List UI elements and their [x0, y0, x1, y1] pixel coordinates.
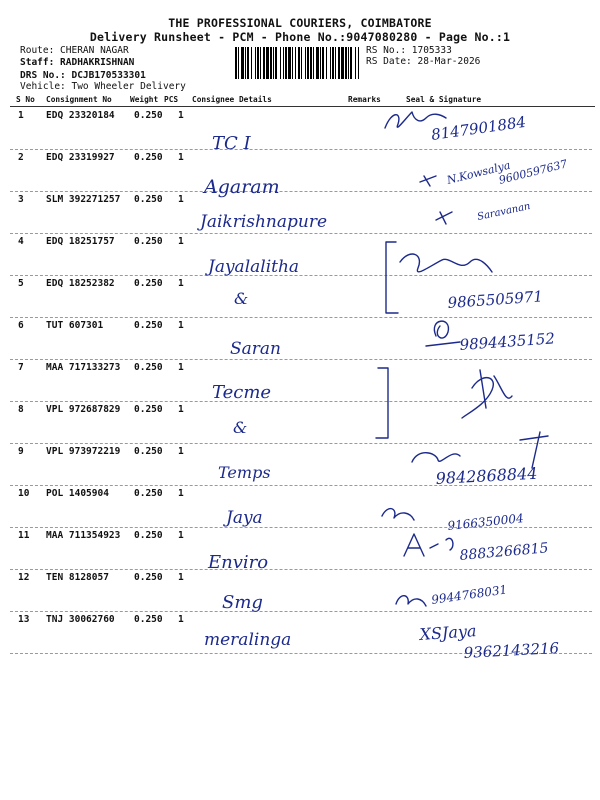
row-sno: 8 — [18, 404, 24, 415]
row-pcs: 1 — [178, 278, 184, 289]
row-consignment-no: EDQ 23319927 — [46, 152, 115, 163]
col-header-seal: Seal & Signature — [406, 95, 482, 104]
handwritten-phone: 8883266815 — [458, 540, 550, 564]
row-sno: 7 — [18, 362, 24, 373]
row-pcs: 1 — [178, 404, 184, 415]
row-weight: 0.250 — [134, 362, 163, 373]
row-sno: 3 — [18, 194, 24, 205]
row-sno: 10 — [18, 488, 30, 499]
handwritten-phone: 9600597637 — [497, 157, 569, 187]
row-consignment-no: EDQ 18252382 — [46, 278, 115, 289]
row-sno: 6 — [18, 320, 24, 331]
row-weight: 0.250 — [134, 530, 163, 541]
row-consignment-no: TUT 607301 — [46, 320, 104, 331]
row-consignment-no: VPL 972687829 — [46, 404, 121, 415]
row-pcs: 1 — [178, 362, 184, 373]
row-pcs: 1 — [178, 572, 184, 583]
row-pcs: 1 — [178, 530, 184, 541]
row-sno: 4 — [18, 236, 24, 247]
row-weight: 0.250 — [134, 320, 163, 331]
col-header-pcs: PCS — [164, 95, 179, 104]
col-header-sno: S No — [16, 95, 35, 104]
row-pcs: 1 — [178, 194, 184, 205]
row-pcs: 1 — [178, 152, 184, 163]
row-weight: 0.250 — [134, 572, 163, 583]
row-weight: 0.250 — [134, 488, 163, 499]
row-consignment-no: MAA 711354923 — [46, 530, 121, 541]
col-header-consignee: Consignee Details — [192, 95, 272, 104]
row-weight: 0.250 — [134, 614, 163, 625]
table-row — [0, 108, 600, 150]
handwritten-phone: 9944768031 — [430, 582, 509, 607]
row-weight: 0.250 — [134, 110, 163, 121]
row-sno: 11 — [18, 530, 30, 541]
header-rule — [10, 106, 595, 107]
consignee-note: Temps — [218, 463, 271, 482]
consignee-note: & — [234, 289, 249, 308]
table-row — [0, 276, 600, 318]
row-pcs: 1 — [178, 488, 184, 499]
handwritten-phone: 9166350004 — [446, 511, 525, 533]
row-consignment-no: EDQ 18251757 — [46, 236, 115, 247]
row-weight: 0.250 — [134, 278, 163, 289]
row-pcs: 1 — [178, 446, 184, 457]
row-weight: 0.250 — [134, 236, 163, 247]
row-sno: 12 — [18, 572, 30, 583]
consignee-note: Tecme — [212, 382, 272, 403]
consignee-note: & — [233, 418, 248, 437]
rs-number: RS No.: 1705333 — [366, 45, 452, 56]
table-row — [0, 612, 600, 654]
drs-number: DRS No.: DCJB170533301 — [20, 70, 146, 81]
row-weight: 0.250 — [134, 152, 163, 163]
row-weight: 0.250 — [134, 446, 163, 457]
consignee-note: TC I — [212, 133, 251, 154]
row-sno: 1 — [18, 110, 24, 121]
table-row — [0, 486, 600, 528]
row-sno: 5 — [18, 278, 24, 289]
table-row — [0, 192, 600, 234]
table-row — [0, 360, 600, 402]
row-pcs: 1 — [178, 320, 184, 331]
row-consignment-no: POL 1405904 — [46, 488, 109, 499]
rs-date: RS Date: 28-Mar-2026 — [366, 56, 481, 67]
table-row — [0, 150, 600, 192]
consignee-note: Jaya — [226, 508, 263, 528]
table-row — [0, 444, 600, 486]
handwritten-phone: 9842868844 — [435, 463, 538, 488]
table-row — [0, 402, 600, 444]
table-row — [0, 318, 600, 360]
row-consignment-no: VPL 973972219 — [46, 446, 121, 457]
row-sno: 13 — [18, 614, 30, 625]
consignee-note: meralinga — [204, 630, 292, 650]
row-consignment-no: MAA 717133273 — [46, 362, 121, 373]
row-sno: 9 — [18, 446, 24, 457]
consignee-note: Jayalalitha — [208, 257, 300, 277]
signature-name: XSJaya — [418, 621, 478, 644]
staff-label: Staff: RADHAKRISHNAN — [20, 57, 135, 68]
signature-name: N.Kowsalya — [445, 158, 512, 187]
barcode-image — [235, 47, 359, 79]
consignee-note: Saran — [230, 339, 281, 359]
row-weight: 0.250 — [134, 194, 163, 205]
row-sno: 2 — [18, 152, 24, 163]
table-row — [0, 528, 600, 570]
handwritten-phone: 9865505971 — [447, 287, 544, 312]
row-consignment-no: EDQ 23320184 — [46, 110, 115, 121]
col-header-consignment: Consignment No — [46, 95, 112, 104]
signature-name: Saravanan — [476, 200, 532, 223]
row-consignment-no: TNJ 30062760 — [46, 614, 115, 625]
table-row — [0, 234, 600, 276]
table-row — [0, 570, 600, 612]
consignee-note: Enviro — [208, 552, 269, 573]
handwritten-phone: 9362143216 — [463, 639, 560, 662]
row-pcs: 1 — [178, 614, 184, 625]
vehicle-label: Vehicle: Two Wheeler Delivery — [20, 81, 186, 92]
row-divider — [10, 653, 592, 654]
col-header-remarks: Remarks — [348, 95, 381, 104]
row-weight: 0.250 — [134, 404, 163, 415]
company-title: THE PROFESSIONAL COURIERS, COIMBATORE — [168, 16, 432, 30]
route-label: Route: CHERAN NAGAR — [20, 45, 129, 56]
row-consignment-no: TEN 8128057 — [46, 572, 109, 583]
runsheet-subtitle: Delivery Runsheet - PCM - Phone No.:9047080280 - Page No.:1 — [89, 30, 511, 44]
col-header-weight: Weight — [130, 95, 159, 104]
handwritten-phone: 8147901884 — [430, 112, 528, 144]
row-pcs: 1 — [178, 236, 184, 247]
consignee-note: Agaram — [204, 176, 280, 198]
row-pcs: 1 — [178, 110, 184, 121]
row-consignment-no: SLM 392271257 — [46, 194, 121, 205]
handwritten-phone: 9894435152 — [459, 329, 556, 354]
consignee-note: Smg — [222, 592, 263, 613]
consignee-note: Jaikrishnapure — [200, 212, 328, 232]
